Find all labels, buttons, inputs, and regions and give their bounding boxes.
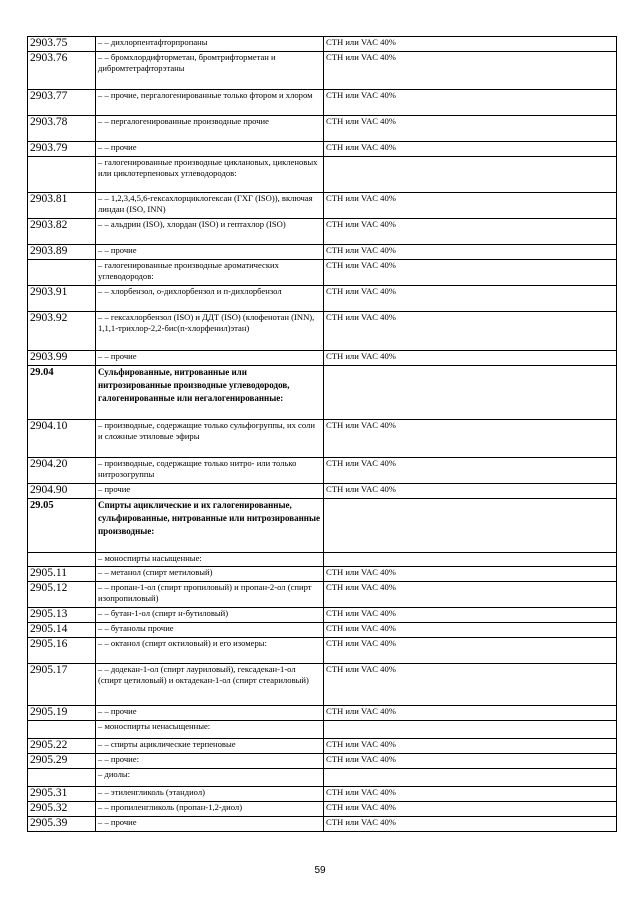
description-cell: – – прочие (96, 142, 324, 157)
table-row (28, 802, 617, 817)
description-cell: – – пергалогенированные производные прочие (96, 116, 324, 142)
description-cell: – – 1,2,3,4,5,6-гексахлорциклогексан (ГХГ (ISO)), включая линдан (ISO, INN) (96, 193, 324, 219)
rule-of-origin-cell: СТН или VAC 40% (324, 245, 617, 260)
table-row (28, 787, 617, 802)
hs-code-cell (28, 553, 96, 567)
table-row (28, 351, 617, 366)
rule-of-origin-cell: СТН или VAC 40% (324, 664, 617, 706)
table-row (28, 458, 617, 484)
rule-of-origin-cell: СТН или VAC 40% (324, 739, 617, 754)
heading-row (28, 366, 617, 420)
rule-of-origin-cell: СТН или VAC 40% (324, 52, 617, 90)
heading-row (28, 499, 617, 553)
hs-code-cell: 2905.14 (28, 623, 96, 638)
hs-code-cell: 2903.77 (28, 90, 96, 116)
rule-of-origin-cell: СТН или VAC 40% (324, 582, 617, 608)
hs-code-cell: 2904.10 (28, 420, 96, 458)
rule-of-origin-cell (324, 499, 617, 553)
table-row (28, 582, 617, 608)
rule-of-origin-cell (324, 553, 617, 567)
hs-code-cell: 2903.75 (28, 37, 96, 52)
rule-of-origin-cell: СТН или VAC 40% (324, 706, 617, 721)
description-cell: – – прочие (96, 245, 324, 260)
hs-code-cell (28, 769, 96, 787)
rule-of-origin-cell: СТН или VAC 40% (324, 817, 617, 832)
rule-of-origin-cell: СТН или VAC 40% (324, 608, 617, 623)
table-row (28, 90, 617, 116)
table-row (28, 484, 617, 499)
description-cell: Сульфированные, нитрованные или нитрозированные производные углеводородов, галогенированные или негалогенированные: (96, 366, 324, 420)
rule-of-origin-cell: СТН или VAC 40% (324, 286, 617, 312)
description-cell: – производные, содержащие только сульфогруппы, их соли и сложные этиловые эфиры (96, 420, 324, 458)
description-cell: – – додекан-1-ол (спирт лауриловый), гексадекан-1-ол (спирт цетиловый) и октадекан-1-ол (спирт стеариловый) (96, 664, 324, 706)
hs-code-cell: 2905.12 (28, 582, 96, 608)
table-row (28, 245, 617, 260)
hs-code-cell: 2903.78 (28, 116, 96, 142)
hs-code-cell: 2905.11 (28, 567, 96, 582)
description-cell: – – прочие (96, 351, 324, 366)
hs-code-cell: 2903.92 (28, 312, 96, 351)
table-row (28, 37, 617, 52)
hs-code-cell: 29.05 (28, 499, 96, 553)
table-row (28, 142, 617, 157)
rule-of-origin-cell: СТН или VAC 40% (324, 193, 617, 219)
rule-of-origin-cell: СТН или VAC 40% (324, 420, 617, 458)
table-row (28, 706, 617, 721)
hs-code-cell: 29.04 (28, 366, 96, 420)
description-cell: – производные, содержащие только нитро- или только нитрозогруппы (96, 458, 324, 484)
hs-code-cell: 2903.91 (28, 286, 96, 312)
tariff-table (27, 36, 617, 832)
table-row (28, 623, 617, 638)
table-row (28, 721, 617, 739)
description-cell: – – этиленгликоль (этандиол) (96, 787, 324, 802)
rule-of-origin-cell: СТН или VAC 40% (324, 787, 617, 802)
description-cell: – – прочие, пергалогенированные только фтором и хлором (96, 90, 324, 116)
rule-of-origin-cell: СТН или VAC 40% (324, 754, 617, 769)
hs-code-cell (28, 157, 96, 193)
hs-code-cell: 2905.29 (28, 754, 96, 769)
table-row (28, 567, 617, 582)
description-cell: – – бутан-1-ол (спирт н-бутиловый) (96, 608, 324, 623)
table-row (28, 769, 617, 787)
rule-of-origin-cell: СТН или VAC 40% (324, 802, 617, 817)
hs-code-cell: 2905.16 (28, 638, 96, 664)
rule-of-origin-cell: СТН или VAC 40% (324, 260, 617, 286)
description-cell: – – метанол (спирт метиловый) (96, 567, 324, 582)
rule-of-origin-cell: СТН или VAC 40% (324, 351, 617, 366)
description-cell: – – пропан-1-ол (спирт пропиловый) и пропан-2-ол (спирт изопропиловый) (96, 582, 324, 608)
table-row (28, 193, 617, 219)
description-cell: – – гексахлорбензол (ISO) и ДДТ (ISO) (клофенотан (INN), 1,1,1-трихлор-2,2-бис(п-хлорфенил)этан) (96, 312, 324, 351)
hs-code-cell: 2903.81 (28, 193, 96, 219)
rule-of-origin-cell: СТН или VAC 40% (324, 312, 617, 351)
description-cell: – моноспирты насыщенные: (96, 553, 324, 567)
hs-code-cell: 2903.99 (28, 351, 96, 366)
table-row (28, 638, 617, 664)
table-row (28, 52, 617, 90)
description-cell: – – бромхлордифторметан, бромтрифторметан и дибромтетрафторэтаны (96, 52, 324, 90)
rule-of-origin-cell: СТН или VAC 40% (324, 142, 617, 157)
description-cell: – – бутанолы прочие (96, 623, 324, 638)
table-row (28, 157, 617, 193)
table-row (28, 219, 617, 245)
hs-code-cell: 2903.79 (28, 142, 96, 157)
rule-of-origin-cell (324, 157, 617, 193)
description-cell: – – прочие: (96, 754, 324, 769)
table-row (28, 116, 617, 142)
hs-code-cell (28, 260, 96, 286)
description-cell: – галогенированные производные циклановых, цикленовых или циклотерпеновых углеводородов: (96, 157, 324, 193)
page-number: 59 (314, 865, 326, 876)
rule-of-origin-cell: СТН или VAC 40% (324, 567, 617, 582)
hs-code-cell: 2905.39 (28, 817, 96, 832)
table-row (28, 664, 617, 706)
description-cell: – – октанол (спирт октиловый) и его изомеры: (96, 638, 324, 664)
rule-of-origin-cell (324, 721, 617, 739)
description-cell: – прочие (96, 484, 324, 499)
hs-code-cell: 2904.20 (28, 458, 96, 484)
rule-of-origin-cell (324, 769, 617, 787)
description-cell: – – альдрин (ISO), хлордан (ISO) и гептахлор (ISO) (96, 219, 324, 245)
table-row (28, 312, 617, 351)
description-cell: – диолы: (96, 769, 324, 787)
rule-of-origin-cell: СТН или VAC 40% (324, 484, 617, 499)
hs-code-cell: 2903.82 (28, 219, 96, 245)
rule-of-origin-cell: СТН или VAC 40% (324, 116, 617, 142)
description-cell: – – хлорбензол, о-дихлорбензол и п-дихлорбензол (96, 286, 324, 312)
hs-code-cell (28, 721, 96, 739)
table-row (28, 608, 617, 623)
rule-of-origin-cell: СТН или VAC 40% (324, 638, 617, 664)
description-cell: – – пропиленгликоль (пропан-1,2-диол) (96, 802, 324, 817)
description-cell: – – прочие (96, 706, 324, 721)
hs-code-cell: 2905.19 (28, 706, 96, 721)
table-row (28, 739, 617, 754)
rule-of-origin-cell: СТН или VAC 40% (324, 219, 617, 245)
rule-of-origin-cell: СТН или VAC 40% (324, 458, 617, 484)
table-row (28, 260, 617, 286)
hs-code-cell: 2903.76 (28, 52, 96, 90)
description-cell: – – прочие (96, 817, 324, 832)
description-cell: – – спирты ациклические терпеновые (96, 739, 324, 754)
description-cell: – – дихлорпентафторпропаны (96, 37, 324, 52)
hs-code-cell: 2905.32 (28, 802, 96, 817)
hs-code-cell: 2903.89 (28, 245, 96, 260)
hs-code-cell: 2905.22 (28, 739, 96, 754)
hs-code-cell: 2905.17 (28, 664, 96, 706)
hs-code-cell: 2904.90 (28, 484, 96, 499)
rule-of-origin-cell (324, 366, 617, 420)
table-row (28, 420, 617, 458)
table-row (28, 286, 617, 312)
hs-code-cell: 2905.31 (28, 787, 96, 802)
table-row (28, 553, 617, 567)
table-row (28, 754, 617, 769)
description-cell: – моноспирты ненасыщенные: (96, 721, 324, 739)
rule-of-origin-cell: СТН или VAC 40% (324, 623, 617, 638)
description-cell: Спирты ациклические и их галогенированные, сульфированные, нитрованные или нитрозированные производные: (96, 499, 324, 553)
rule-of-origin-cell: СТН или VAC 40% (324, 90, 617, 116)
table-row (28, 817, 617, 832)
description-cell: – галогенированные производные ароматических углеводородов: (96, 260, 324, 286)
hs-code-cell: 2905.13 (28, 608, 96, 623)
rule-of-origin-cell: СТН или VAC 40% (324, 37, 617, 52)
